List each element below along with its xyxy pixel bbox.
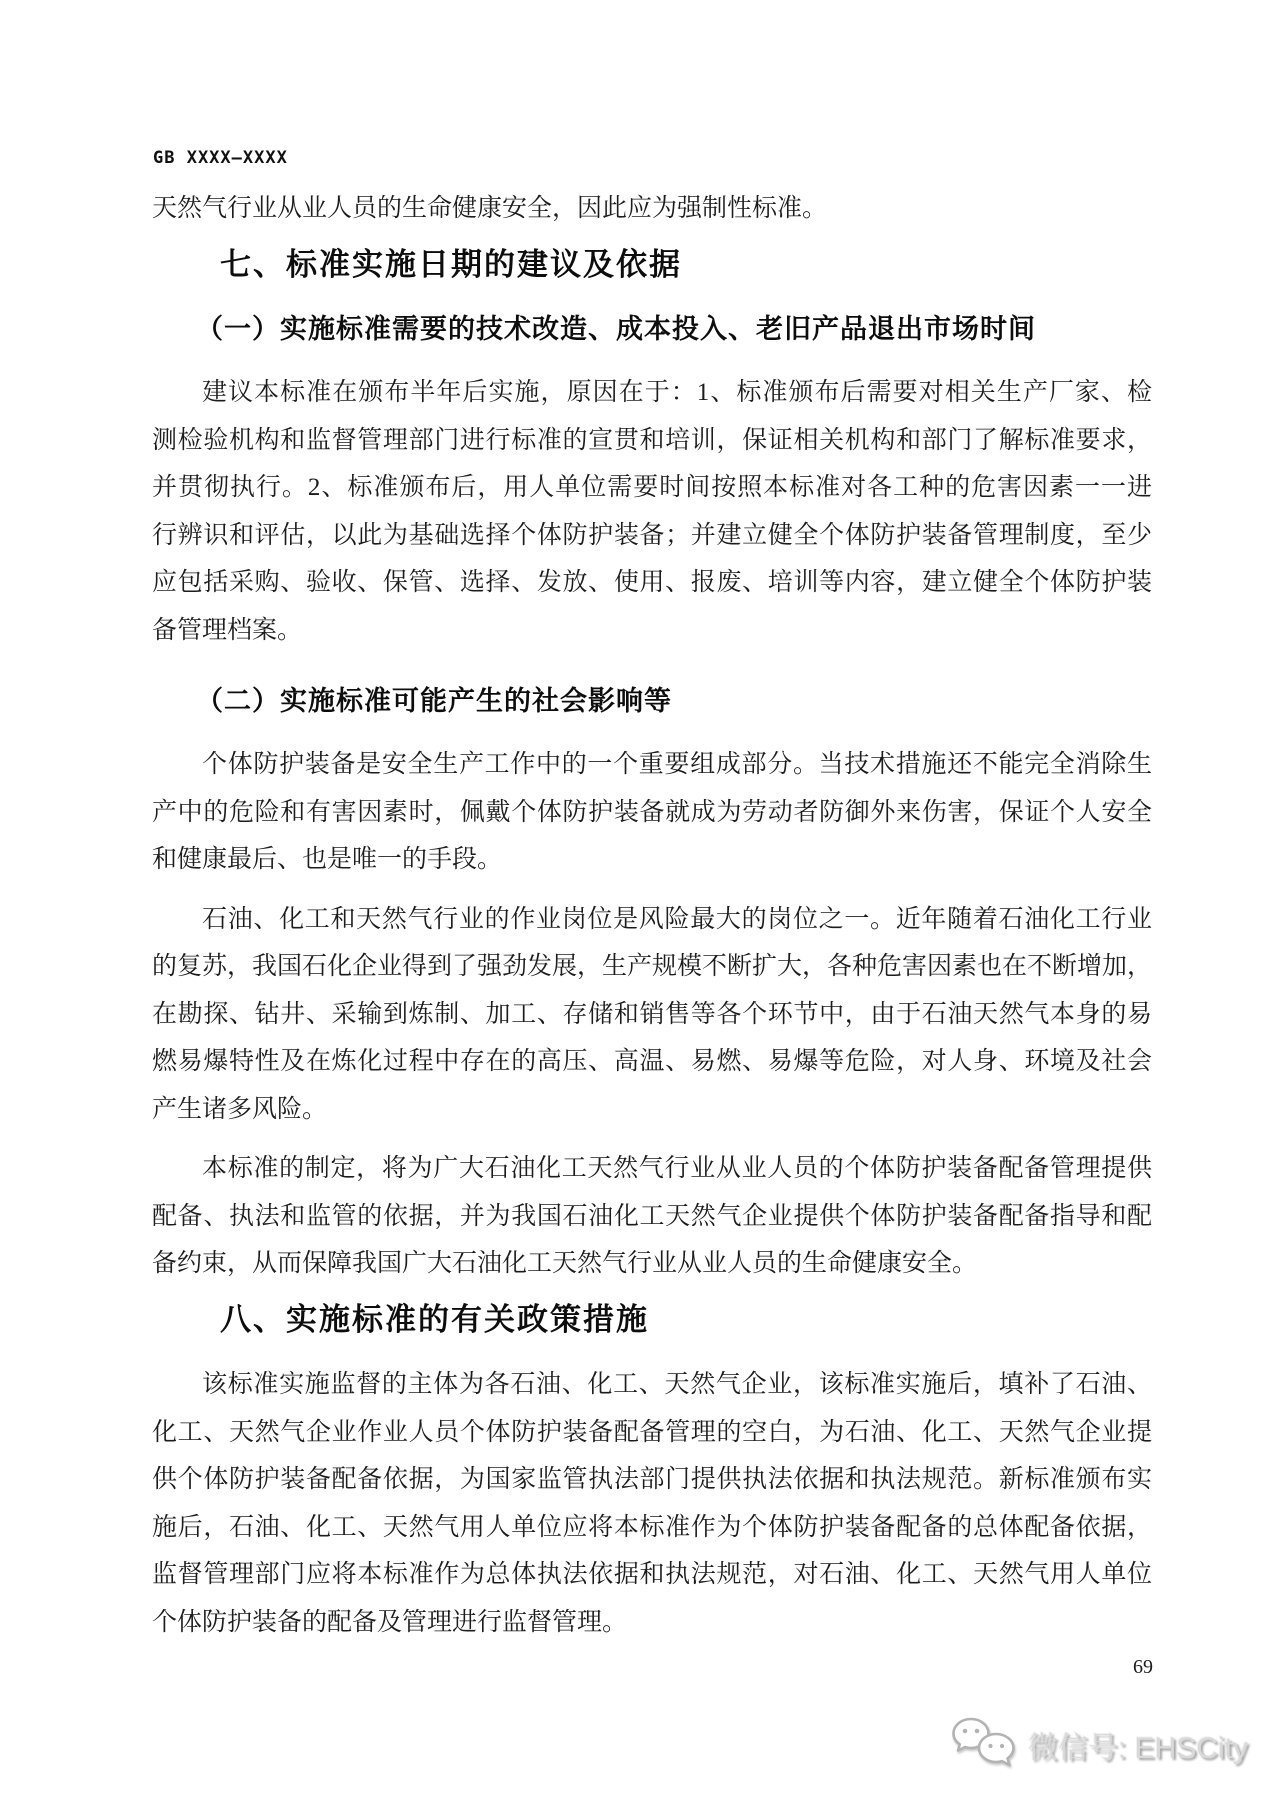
paragraph-line: 监督管理部门应将本标准作为总体执法依据和执法规范，对石油、化工、天然气用人单位 [152, 1561, 1152, 1589]
paragraph-line: 供个体防护装备配备依据，为国家监管执法部门提供执法依据和执法规范。新标准颁布实 [152, 1466, 1152, 1494]
paragraph-line: 应包括采购、验收、保管、选择、发放、使用、报废、培训等内容，建立健全个体防护装 [152, 569, 1152, 597]
paragraph-line: 建议本标准在颁布半年后实施，原因在于：1、标准颁布后需要对相关生产厂家、检 [202, 379, 1152, 407]
paragraph-line: 本标准的制定，将为广大石油化工天然气行业从业人员的个体防护装备配备管理提供 [202, 1155, 1152, 1183]
paragraph-line: 的复苏，我国石化企业得到了强劲发展，生产规模不断扩大，各种危害因素也在不断增加， [152, 953, 1152, 981]
paragraph-line: 备约束，从而保障我国广大石油化工天然气行业从业人员的生命健康安全。 [152, 1250, 978, 1278]
paragraph-line: 备管理档案。 [152, 616, 303, 644]
paragraph [152, 185, 1152, 233]
standard-number: GB XXXX—XXXX [153, 148, 288, 168]
paragraph-line: 和健康最后、也是唯一的手段。 [152, 846, 503, 874]
paragraph-line: 个体防护装备是安全生产工作中的一个重要组成部分。当技术措施还不能完全消除生 [202, 751, 1152, 779]
paragraph-line: 配备、执法和监管的依据，并为我国石油化工天然气企业提供个体防护装备配备指导和配 [152, 1202, 1152, 1230]
wechat-icon [950, 1716, 1020, 1774]
subsection-heading: （一）实施标准需要的技术改造、成本投入、老旧产品退出市场时间 [196, 314, 1036, 345]
paragraph-line: 测检验机构和监督管理部门进行标准的宣贯和培训，保证相关机构和部门了解标准要求， [152, 426, 1152, 454]
paragraph-line: 行辨识和评估，以此为基础选择个体防护装备；并建立健全个体防护装备管理制度，至少 [152, 521, 1152, 549]
paragraph [152, 741, 1152, 884]
document-body [152, 185, 1152, 1646]
watermark-text: 微信号: EHSCity [1028, 1732, 1249, 1765]
paragraph [152, 1145, 1152, 1288]
watermark [950, 1716, 1248, 1774]
paragraph-line: 天然气行业从业人员的生命健康安全，因此应为强制性标准。 [152, 195, 828, 222]
paragraph [152, 896, 1152, 1134]
paragraph-line: 个体防护装备的配备及管理进行监督管理。 [152, 1608, 628, 1636]
paragraph-line: 产中的危险和有害因素时，佩戴个体防护装备就成为劳动者防御外来伤害，保证个人安全 [152, 798, 1152, 826]
paragraph-line: 化工、天然气企业作业人员个体防护装备配备管理的空白，为石油、化工、天然气企业提 [152, 1418, 1152, 1446]
paragraph-line: 燃易爆特性及在炼化过程中存在的高压、高温、易燃、易爆等危险，对人身、环境及社会 [152, 1048, 1152, 1076]
section-heading: 八、实施标准的有关政策措施 [220, 1301, 649, 1337]
paragraph [152, 1361, 1152, 1646]
paragraph-line: 该标准实施监督的主体为各石油、化工、天然气企业，该标准实施后，填补了石油、 [202, 1371, 1152, 1399]
paragraph-line: 石油、化工和天然气行业的作业岗位是风险最大的岗位之一。近年随着石油化工行业 [202, 905, 1152, 933]
subsection-heading: （二）实施标准可能产生的社会影响等 [196, 686, 672, 717]
paragraph-line: 施后，石油、化工、天然气用人单位应将本标准作为个体防护装备配备的总体配备依据， [152, 1513, 1152, 1541]
paragraph-line: 并贯彻执行。2、标准颁布后，用人单位需要时间按照本标准对各工种的危害因素一一进 [152, 474, 1152, 502]
page-number: 69 [1133, 1656, 1153, 1678]
paragraph [152, 369, 1152, 654]
section-heading: 七、标准实施日期的建议及依据 [220, 246, 682, 282]
paragraph-line: 产生诸多风险。 [152, 1095, 328, 1123]
paragraph-line: 在勘探、钻井、采输到炼制、加工、存储和销售等各个环节中，由于石油天然气本身的易 [152, 1000, 1152, 1028]
